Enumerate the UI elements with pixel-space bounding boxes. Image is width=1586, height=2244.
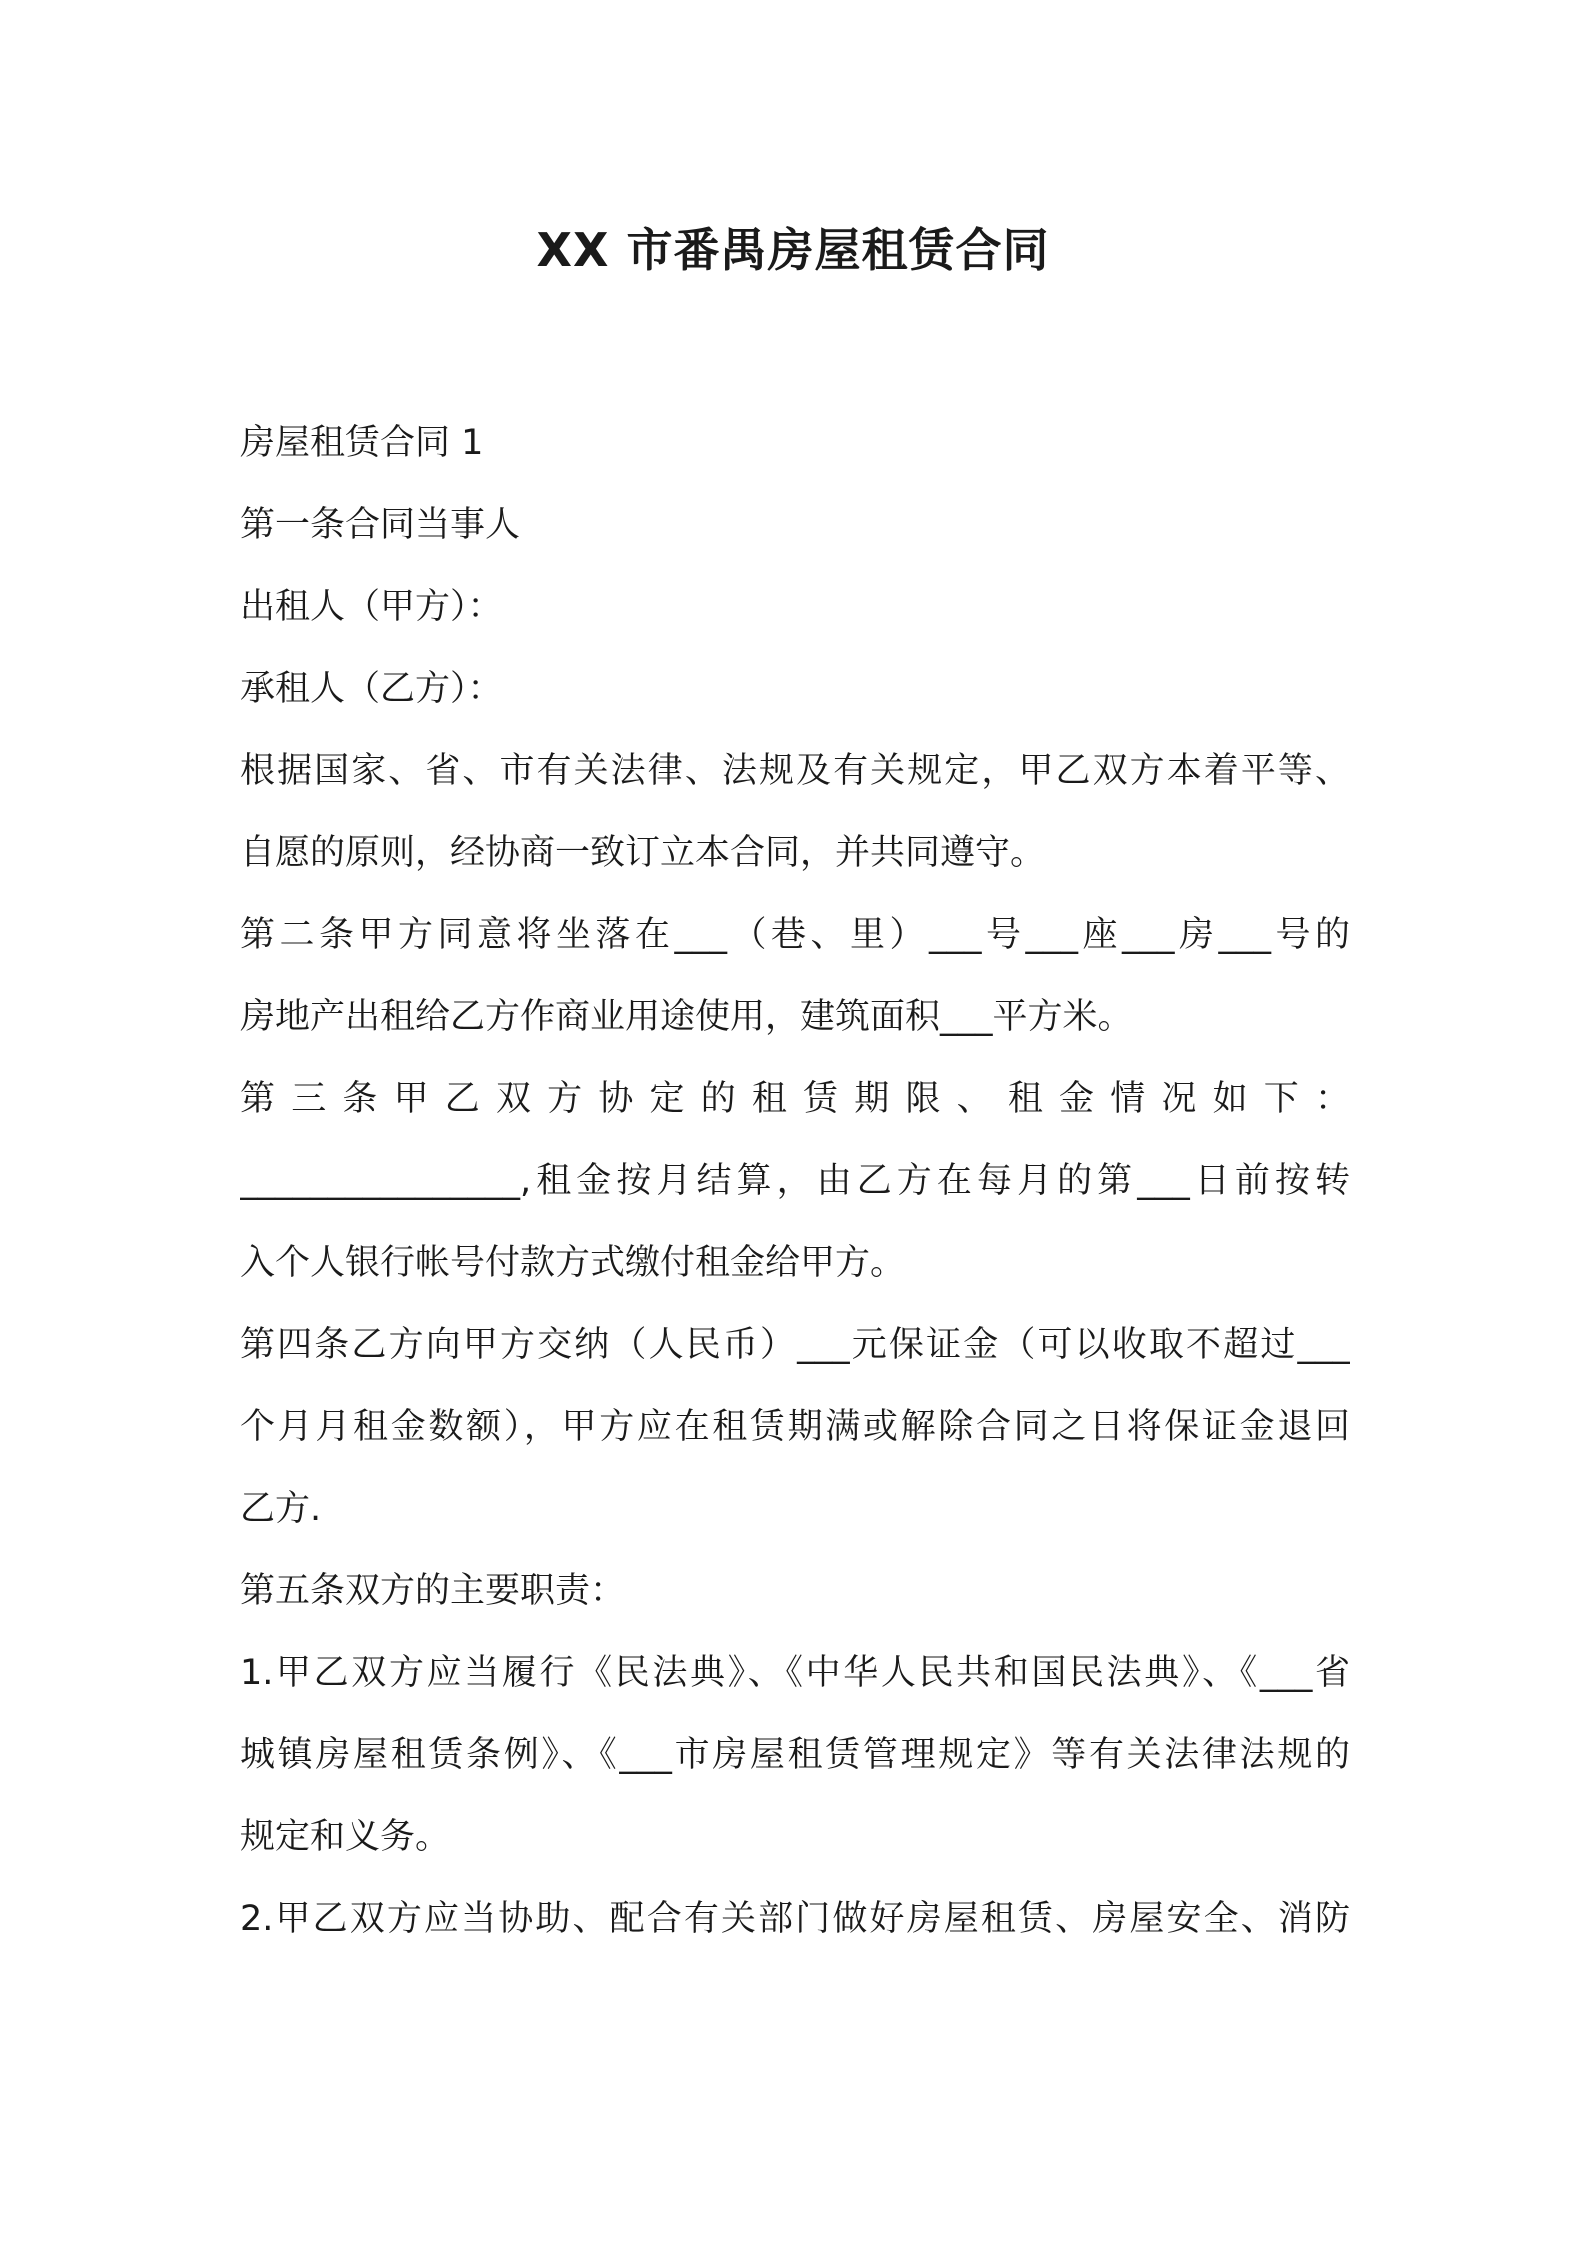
lessor-line: 出租人（甲方）： <box>240 587 503 627</box>
duty-2-line-1: 2.甲乙双方应当协助、配合有关部门做好房屋租赁、房屋安全、消防 <box>240 1899 1350 1939</box>
article-2-line-1: 第二条甲方同意将坐落在___（巷、里）___号___座___房___号的 <box>240 915 1350 955</box>
duty-1-line-2: 城镇房屋租赁条例》、《___市房屋租赁管理规定》等有关法律法规的 <box>240 1735 1350 1775</box>
duty-1-line-3: 规定和义务。 <box>240 1817 451 1857</box>
article-2-line-2: 房地产出租给乙方作商业用途使用，建筑面积___平方米。 <box>240 997 1133 1037</box>
article-5-heading: 第五条双方的主要职责： <box>240 1571 626 1611</box>
article-4-line-2: 个月月租金数额），甲方应在租赁期满或解除合同之日将保证金退回 <box>240 1407 1350 1447</box>
article-4-line-3: 乙方. <box>240 1489 322 1529</box>
article-4-line-1: 第四条乙方向甲方交纳（人民币）___元保证金（可以收取不超过___ <box>240 1325 1350 1365</box>
article-3-line-2: ________________,租金按月结算，由乙方在每月的第___日前按转 <box>240 1161 1350 1201</box>
article-3-line-1: 第 三 条 甲 乙 双 方 协 定 的 租 赁 期 限 、 租 金 情 况 如 下 ： <box>240 1079 1350 1119</box>
contract-subtitle: 房屋租赁合同 1 <box>240 423 484 463</box>
article-3-line-3: 入个人银行帐号付款方式缴付租金给甲方。 <box>240 1243 906 1283</box>
lessee-line: 承租人（乙方）： <box>240 669 503 709</box>
preamble-line-1: 根据国家、省、市有关法律、法规及有关规定，甲乙双方本着平等、 <box>240 751 1350 791</box>
document-title: XX 市番禺房屋租赁合同 <box>536 223 1050 277</box>
duty-1-line-1: 1.甲乙双方应当履行《民法典》、《中华人民共和国民法典》、《___省 <box>240 1653 1350 1693</box>
document-body <box>240 402 1350 1960</box>
article-1-heading: 第一条合同当事人 <box>240 505 521 545</box>
preamble-line-2: 自愿的原则，经协商一致订立本合同，并共同遵守。 <box>240 833 1046 873</box>
